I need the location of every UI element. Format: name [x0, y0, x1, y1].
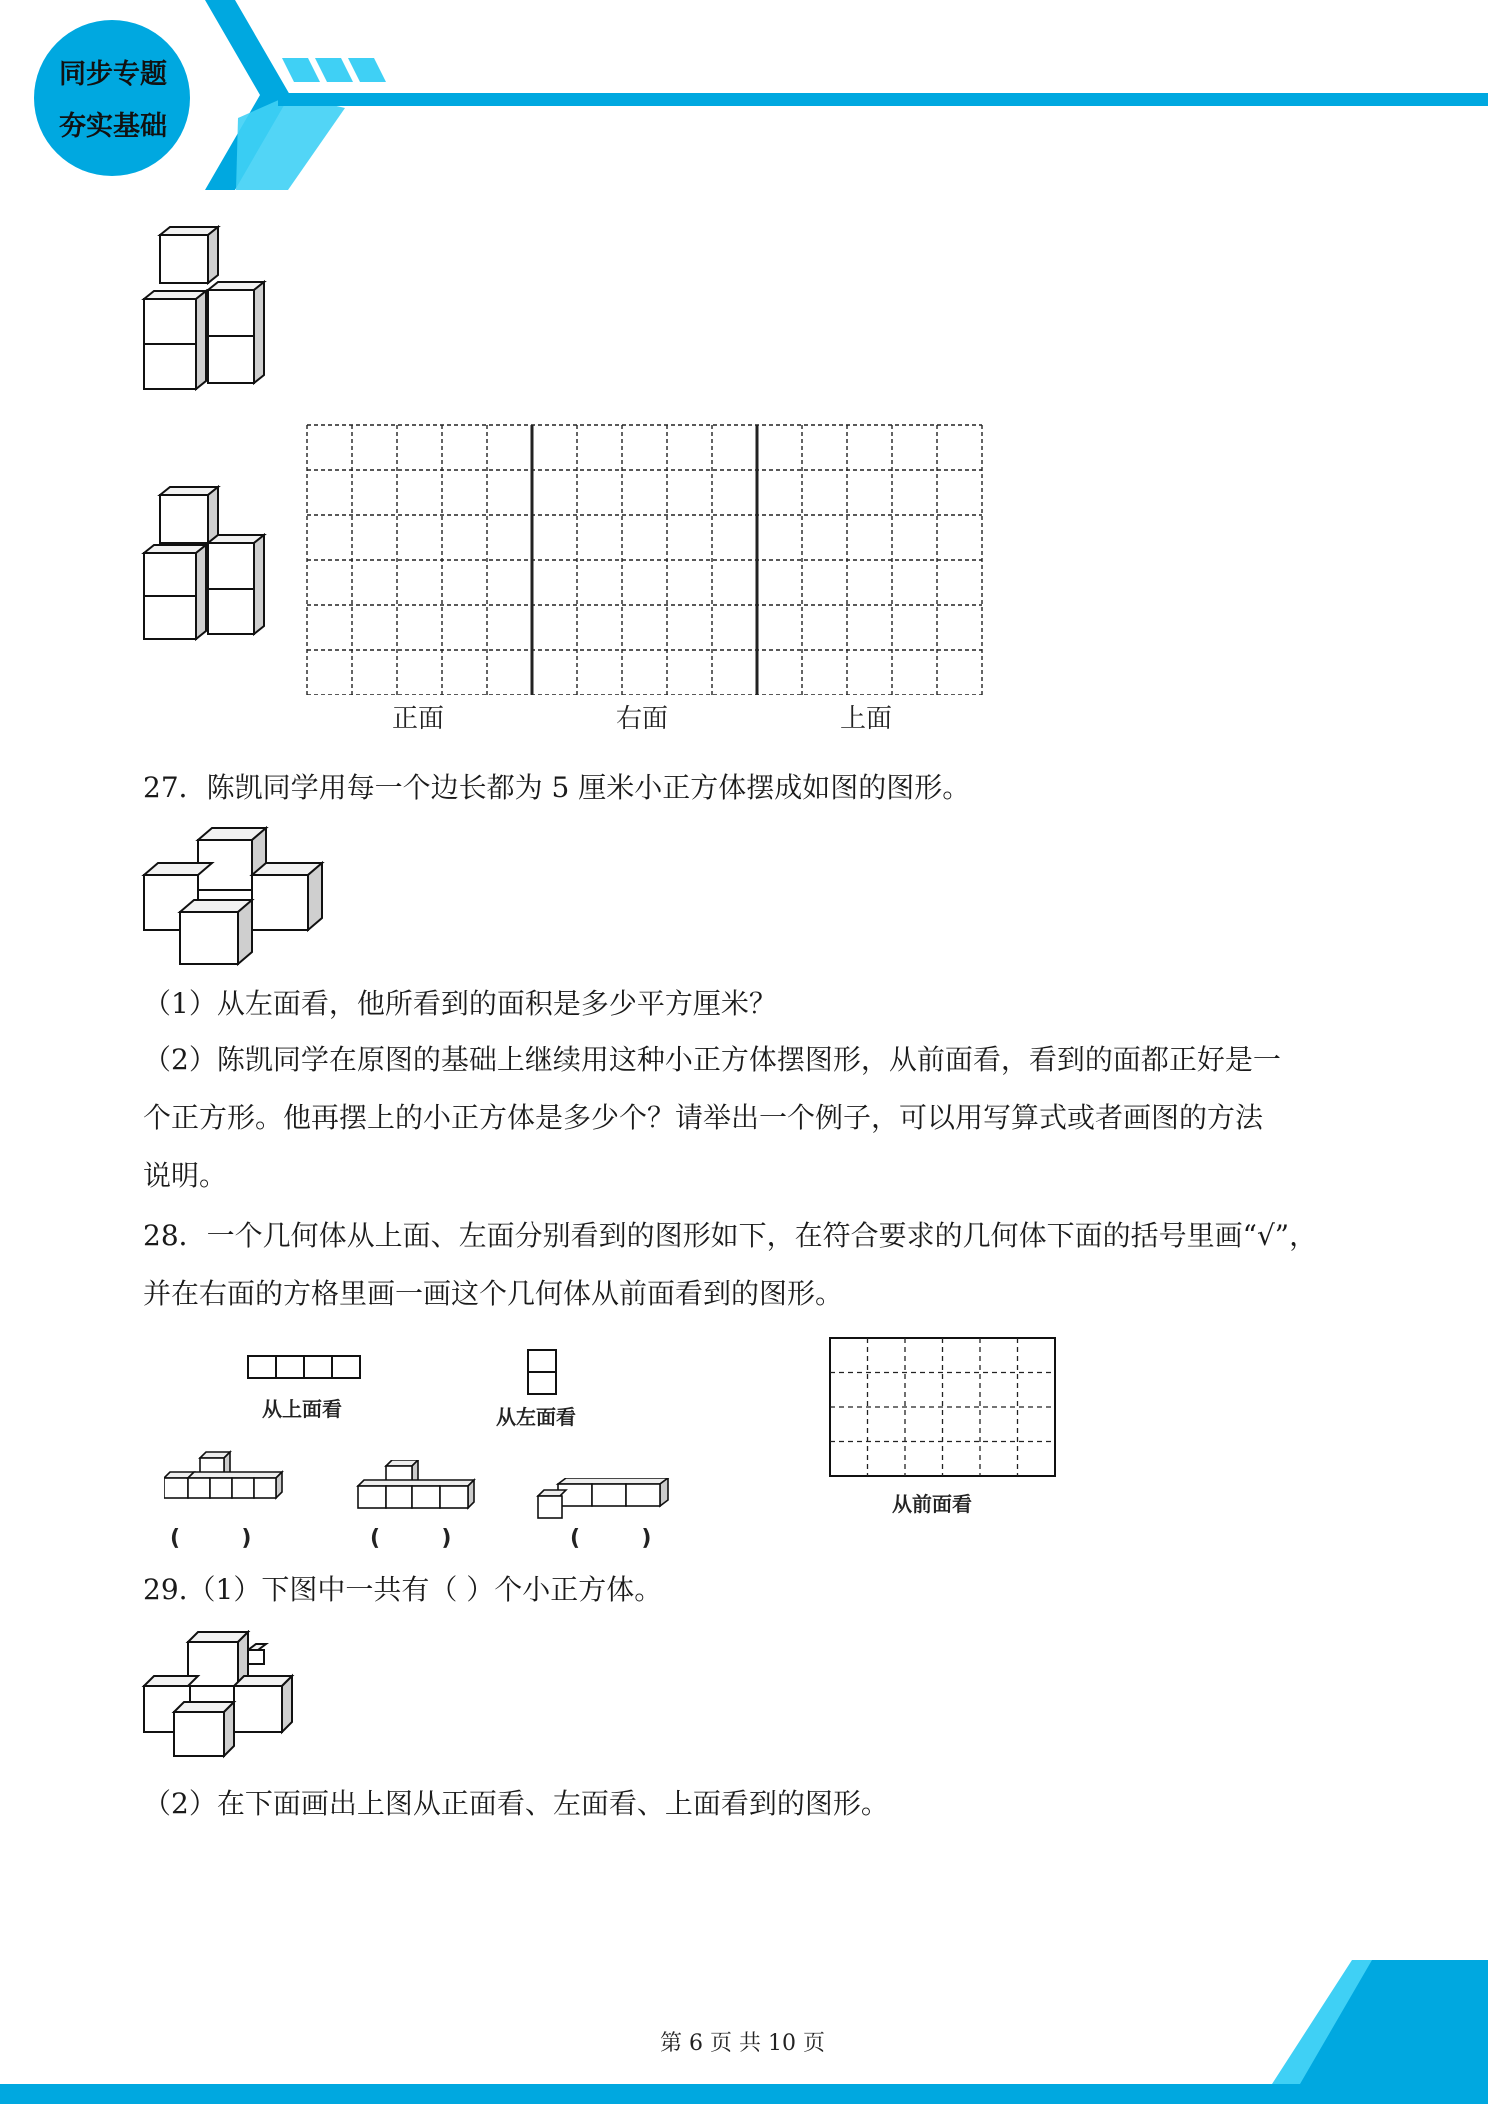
header-badge — [38, 48, 188, 158]
q28-front-view-label: 从前面看 — [892, 1492, 972, 1516]
q27-sub2-line3: 说明。 — [143, 1159, 228, 1192]
header-banner — [0, 0, 1488, 200]
q28-option-b-figure — [356, 1460, 478, 1512]
q27-sub2-line1: （2）陈凯同学在原图的基础上继续用这种小正方体摆图形，从前面看，看到的面都正好是一 — [143, 1043, 1281, 1076]
q28-front-view-answer-grid[interactable] — [828, 1336, 1058, 1480]
q28-stem-line1: 28．一个几何体从上面、左面分别看到的图形如下，在符合要求的几何体下面的括号里画“√”， — [143, 1219, 1318, 1252]
q27-stem: 27．陈凯同学用每一个边长都为 5 厘米小正方体摆成如图的图形。 — [143, 771, 971, 804]
badge-line-2: 夯实基础 — [59, 111, 167, 142]
q28-option-b-answer-paren[interactable]: ( ) — [370, 1526, 452, 1551]
grid-label-right: 右面 — [616, 704, 669, 734]
page-number: 第 6 页 共 10 页 — [660, 2031, 825, 2056]
grid-label-front: 正面 — [392, 704, 445, 734]
q28-left-view-label: 从左面看 — [496, 1405, 576, 1429]
answer-grid-three-views[interactable] — [305, 423, 985, 695]
q28-option-c-answer-paren[interactable]: ( ) — [570, 1526, 652, 1551]
q28-top-view-figure — [246, 1354, 362, 1380]
q27-cube-figure — [140, 820, 330, 970]
cube-stack-figure-1 — [140, 225, 270, 395]
grid-label-top: 上面 — [840, 704, 893, 734]
q27-sub1: （1）从左面看，他所看到的面积是多少平方厘米？ — [143, 987, 777, 1020]
q28-left-view-figure — [526, 1348, 558, 1396]
q27-sub2-line2: 个正方形。他再摆上的小正方体是多少个？请举出一个例子，可以用写算式或者画图的方法 — [143, 1101, 1264, 1134]
badge-line-1: 同步专题 — [59, 59, 167, 90]
q28-option-a-answer-paren[interactable]: ( ) — [170, 1526, 252, 1551]
q29-sub2: （2）在下面画出上图从正面看、左面看、上面看到的图形。 — [143, 1787, 889, 1820]
q28-top-view-label: 从上面看 — [262, 1397, 342, 1421]
q28-option-c-figure — [536, 1478, 670, 1520]
q28-stem-line2: 并在右面的方格里画一画这个几何体从前面看到的图形。 — [143, 1277, 844, 1310]
q29-cube-figure — [140, 1630, 300, 1760]
q28-option-a-figure — [164, 1450, 286, 1506]
q29-stem: 29.（1）下图中一共有（ ）个小正方体。 — [143, 1573, 663, 1606]
cube-stack-figure-2 — [140, 475, 270, 645]
